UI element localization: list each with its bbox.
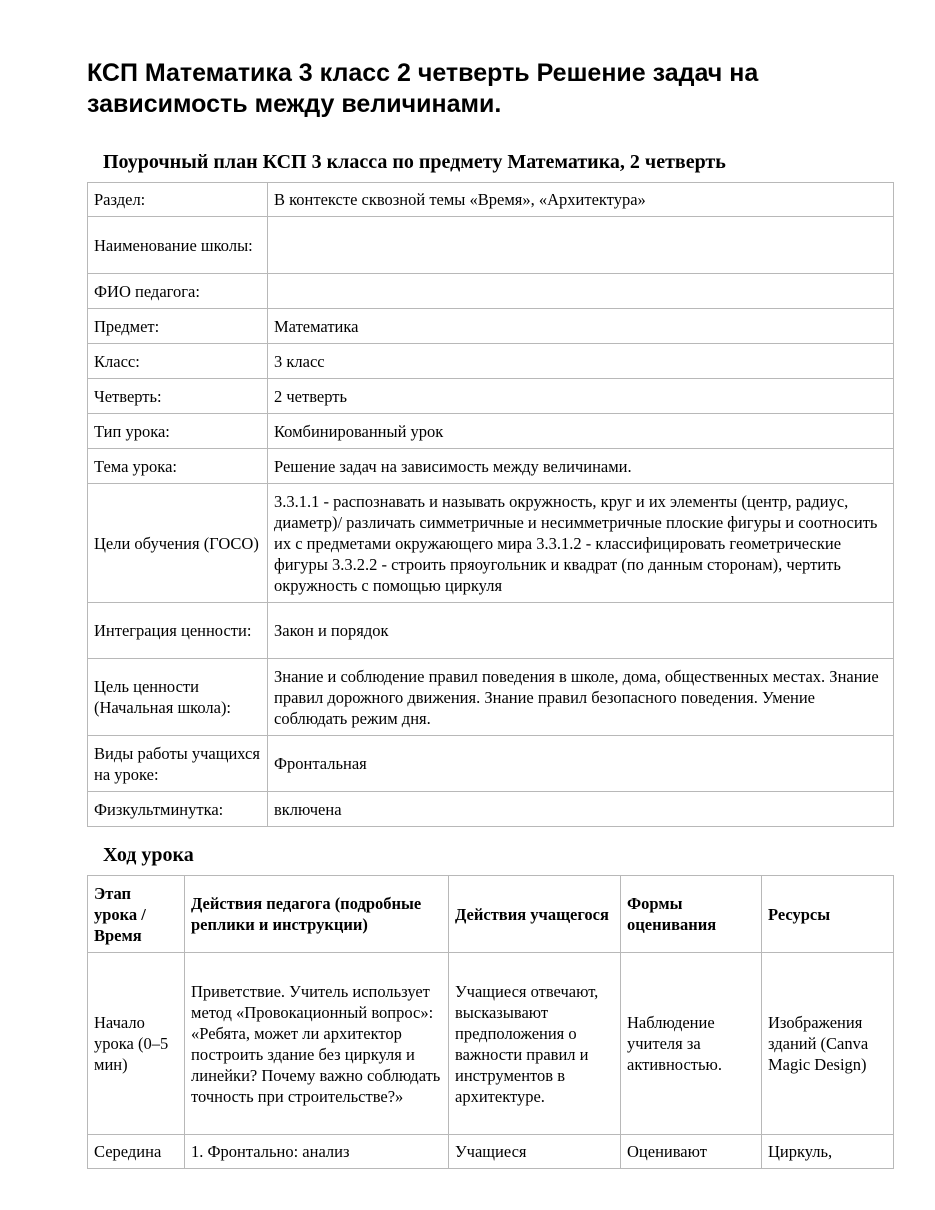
flow-cell: Учащиеся отвечают, высказывают предположения о важности правил и инструментов в архитектуре. (449, 953, 621, 1135)
info-label: Интеграция ценности: (88, 603, 268, 659)
info-label: Физкультминутка: (88, 792, 268, 827)
info-label: Виды работы учащихся на уроке: (88, 736, 268, 792)
plan-subtitle: Поурочный план КСП 3 класса по предмету Математика, 2 четверть (103, 151, 726, 173)
info-value: 3 класс (268, 344, 894, 379)
info-label: Раздел: (88, 183, 268, 217)
table-row (88, 217, 894, 274)
info-value (268, 217, 894, 274)
info-value: В контексте сквозной темы «Время», «Архитектура» (268, 183, 894, 217)
flow-cell: Наблюдение учителя за активностью. (621, 953, 762, 1135)
flow-cell: Середина (88, 1135, 185, 1169)
table-row (88, 603, 894, 659)
info-label: Цели обучения (ГОСО) (88, 484, 268, 603)
column-header-stage: Этап урока / Время (88, 876, 185, 953)
lesson-flow-table (87, 875, 894, 1169)
info-label: ФИО педагога: (88, 274, 268, 309)
table-row (88, 344, 894, 379)
table-row (88, 1135, 894, 1169)
info-label: Тип урока: (88, 414, 268, 449)
info-value (268, 274, 894, 309)
table-row (88, 736, 894, 792)
column-header-student-actions: Действия учащегося (449, 876, 621, 953)
table-row (88, 379, 894, 414)
info-value: включена (268, 792, 894, 827)
flow-cell: Циркуль, (762, 1135, 894, 1169)
flow-cell: Учащиеся (449, 1135, 621, 1169)
flow-cell: Изображения зданий (Canva Magic Design) (762, 953, 894, 1135)
document-title: КСП Математика 3 класс 2 четверть Решение задач на зависимость между величинами. (87, 59, 759, 118)
document-page (87, 58, 893, 1169)
table-row (88, 659, 894, 736)
info-value: Знание и соблюдение правил поведения в школе, дома, общественных местах. Знание правил дорожного движения. Знание правил безопасного поведения. Умение соблюдать режим дня. (268, 659, 894, 736)
table-row (88, 953, 894, 1135)
info-label: Цель ценности (Начальная школа): (88, 659, 268, 736)
flow-cell: Приветствие. Учитель использует метод «Провокационный вопрос»: «Ребята, может ли архитектор построить здание без циркуля и линейки? Почему важно соблюдать точность при строительстве?» (185, 953, 449, 1135)
lesson-info-table (87, 182, 894, 827)
flow-cell: 1. Фронтально: анализ (185, 1135, 449, 1169)
table-row (88, 274, 894, 309)
info-value: Математика (268, 309, 894, 344)
column-header-assessment: Формы оценивания (621, 876, 762, 953)
table-row (88, 449, 894, 484)
info-value: Закон и порядок (268, 603, 894, 659)
column-header-teacher-actions: Действия педагога (подробные реплики и инструкции) (185, 876, 449, 953)
table-row (88, 309, 894, 344)
info-value: 2 четверть (268, 379, 894, 414)
table-row (88, 183, 894, 217)
info-label: Наименование школы: (88, 217, 268, 274)
table-row (88, 484, 894, 603)
table-row (88, 414, 894, 449)
info-value: Решение задач на зависимость между величинами. (268, 449, 894, 484)
table-header-row (88, 876, 894, 953)
info-value: Фронтальная (268, 736, 894, 792)
info-label: Четверть: (88, 379, 268, 414)
info-label: Тема урока: (88, 449, 268, 484)
table-row (88, 792, 894, 827)
flow-cell: Начало урока (0–5 мин) (88, 953, 185, 1135)
info-value: 3.3.1.1 - распознавать и называть окружность, круг и их элементы (центр, радиус, диаметр)/ различать симметричные и несимметричные плоские фигуры и соотносить их с предметами окружающего мира 3.3.1.2 - классифицировать геометрические фигуры 3.3.2.2 - строить пряоугольник и квадрат (по данным сторонам), чертить окружность с помощью циркуля (268, 484, 894, 603)
info-value: Комбинированный урок (268, 414, 894, 449)
info-label: Класс: (88, 344, 268, 379)
column-header-resources: Ресурсы (762, 876, 894, 953)
flow-cell: Оценивают (621, 1135, 762, 1169)
lesson-flow-heading: Ход урока (103, 844, 194, 866)
info-label: Предмет: (88, 309, 268, 344)
